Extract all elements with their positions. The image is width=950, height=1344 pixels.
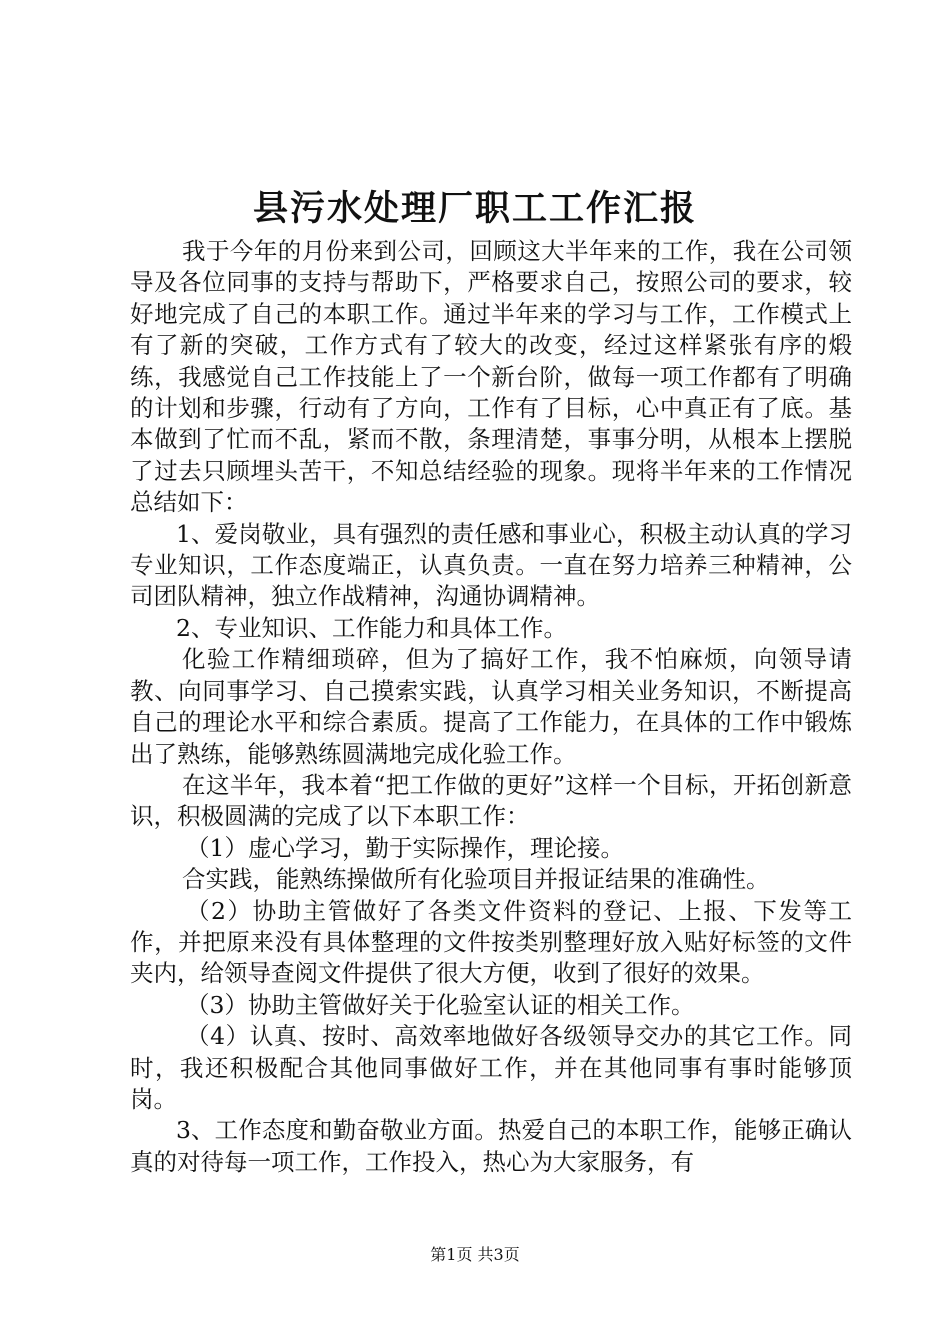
paragraph-item-1-continued: 合实践，能熟练操做所有化验项目并报证结果的准确性。 [182,865,770,894]
paragraph-item-2: （2）协助主管做好了各类文件资料的登记、上报、下发等工作，并把原来没有具体整理的文件按类别整理好放入贴好标签的文件夹内，给领导查阅文件提供了很大方便，收到了很好的效果。 [130,896,852,988]
paragraph-lab-work: 化验工作精细琐碎，但为了搞好工作，我不怕麻烦，向领导请教、向同事学习、自己摸索实践，认真学习相关业务知识，不断提高自己的理论水平和综合素质。提高了工作能力，在具体的工作中锻炼出了熟练，能够熟练圆满地完成化验工作。 [130,645,852,768]
paragraph-section-1: 1、爱岗敬业，具有强烈的责任感和事业心，积极主动认真的学习专业知识，工作态度端正，认真负责。一直在努力培养三种精神，公司团队精神，独立作战精神，沟通协调精神。 [130,519,852,611]
page-number-footer: 第1页 共3页 [430,1245,520,1264]
paragraph-half-year: 在这半年，我本着“把工作做的更好”这样一个目标，开拓创新意识，积极圆满的完成了以下本职工作： [130,770,852,831]
paragraph-section-3: 3、工作态度和勤奋敬业方面。热爱自己的本职工作，能够正确认真的对待每一项工作，工作投入，热心为大家服务，有 [130,1116,852,1176]
paragraph-intro: 我于今年的月份来到公司，回顾这大半年来的工作，我在公司领导及各位同事的支持与帮助下，严格要求自己，按照公司的要求，较好地完成了自己的本职工作。通过半年来的学习与工作，工作模式上有了新的突破，工作方式有了较大的改变，经过这样紧张有序的煅练，我感觉自己工作技能上了一个新台阶，做每一项工作都有了明确的计划和步骤，行动有了方向，工作有了目标，心中真正有了底。基本做到了忙而不乱，紧而不散，条理清楚，事事分明，从根本上摆脱了过去只顾埋头苦干，不知总结经验的现象。现将半年来的工作情况总结如下： [130,237,852,517]
paragraph-section-2-heading: 2、专业知识、工作能力和具体工作。 [176,613,567,642]
paragraph-item-1: （1）虚心学习，勤于实际操作，理论接。 [186,833,624,862]
paragraph-item-3: （3）协助主管做好关于化验室认证的相关工作。 [186,990,695,1019]
document-title: 县污水处理厂职工工作汇报 [252,188,697,229]
paragraph-item-4: （4）认真、按时、高效率地做好各级领导交办的其它工作。同时，我还积极配合其他同事做好工作，并在其他同事有事时能够顶岗。 [130,1022,852,1113]
document-body [130,236,852,1178]
